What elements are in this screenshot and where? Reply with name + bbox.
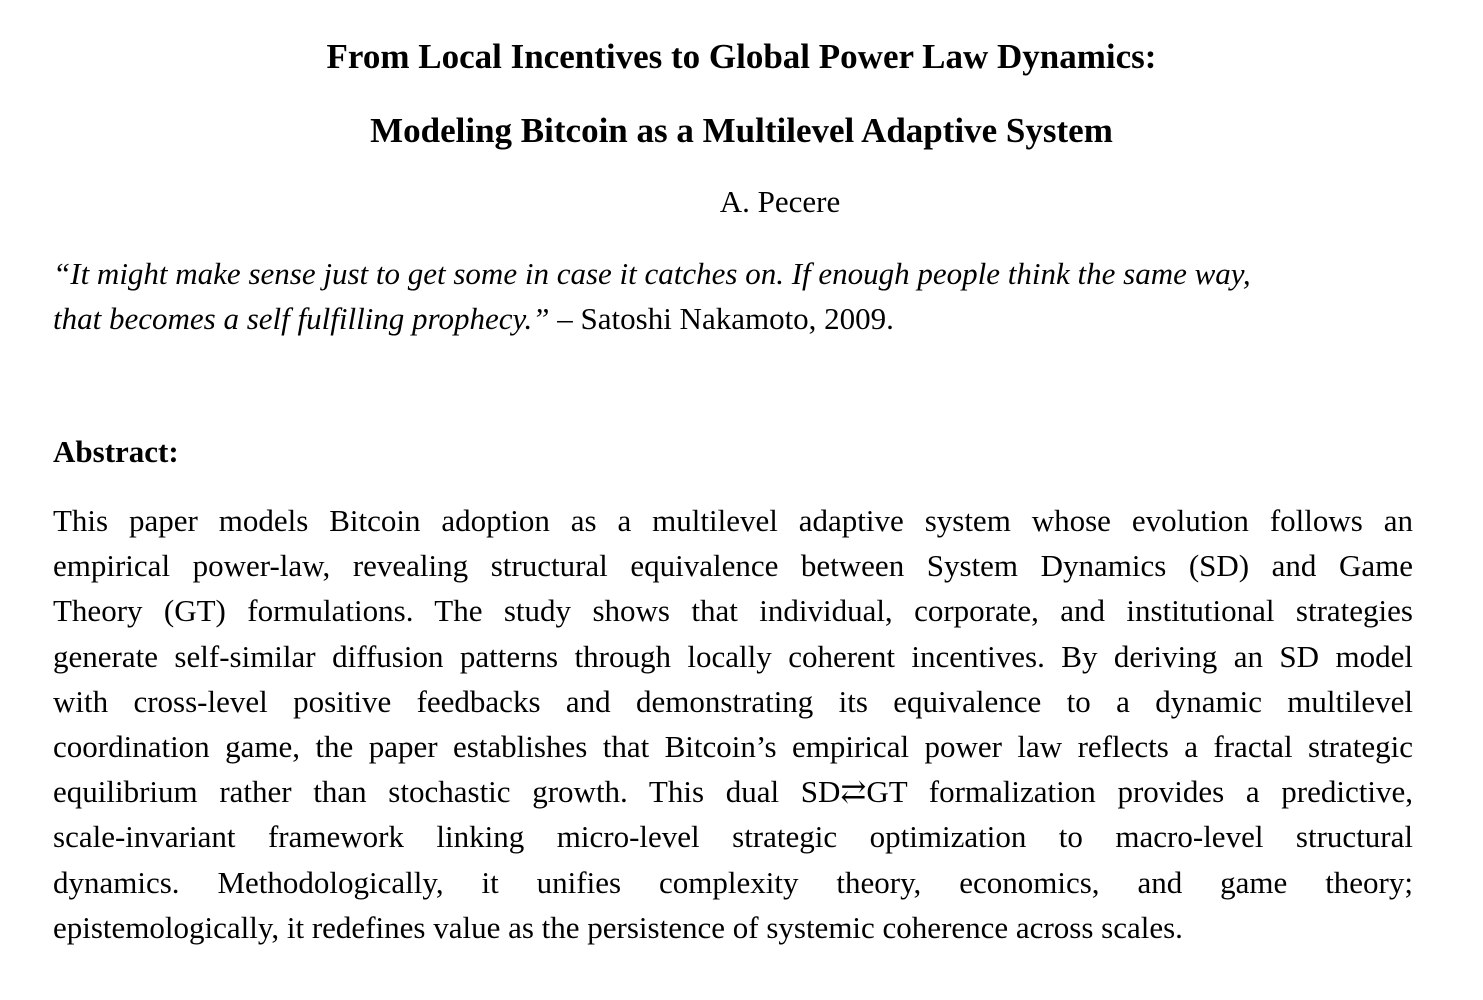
epigraph-line-2 <box>53 296 1433 341</box>
abstract-heading: Abstract: <box>53 434 179 469</box>
epigraph-line-1 <box>53 251 1433 296</box>
abstract-line: Theory (GT) formulations. The study shows that individual, corporate, and institutional strategies <box>53 593 1413 629</box>
abstract-line: epistemologically, it redefines value as the persistence of systemic coherence across scales. <box>53 909 1183 945</box>
abstract-line: empirical power-law, revealing structural equivalence between System Dynamics (SD) and Game <box>53 548 1413 584</box>
abstract-line: This paper models Bitcoin adoption as a multilevel adaptive system whose evolution follows an <box>53 503 1413 538</box>
epigraph <box>53 251 1433 341</box>
abstract-line: equilibrium rather than stochastic growth. This dual SD⇄GT formalization provides a predictive, <box>53 774 1413 810</box>
paper-title-line-1: From Local Incentives to Global Power Law Dynamics: <box>326 37 1157 76</box>
author-name: A. Pecere <box>719 184 841 219</box>
abstract-line: scale-invariant framework linking micro-level strategic optimization to macro-level structural <box>53 819 1413 855</box>
abstract-line: dynamics. Methodologically, it unifies complexity theory, economics, and game theory; <box>53 864 1413 900</box>
abstract-line: with cross-level positive feedbacks and demonstrating its equivalence to a dynamic multilevel <box>53 683 1413 719</box>
epigraph-attribution: – Satoshi Nakamoto, 2009. <box>549 301 894 336</box>
abstract-line: generate self-similar diffusion patterns through locally coherent incentives. By deriving an SD model <box>53 638 1413 674</box>
abstract-body <box>53 498 1413 950</box>
epigraph-quote-text-2: that becomes a self fulfilling prophecy.” <box>53 301 550 336</box>
abstract-line: coordination game, the paper establishes that Bitcoin’s empirical power law reflects a fractal strategic <box>53 728 1413 764</box>
paper-title-line-2: Modeling Bitcoin as a Multilevel Adaptive System <box>370 111 1113 150</box>
epigraph-quote-text-1: “It might make sense just to get some in case it catches on. If enough people think the same way, <box>53 256 1251 291</box>
